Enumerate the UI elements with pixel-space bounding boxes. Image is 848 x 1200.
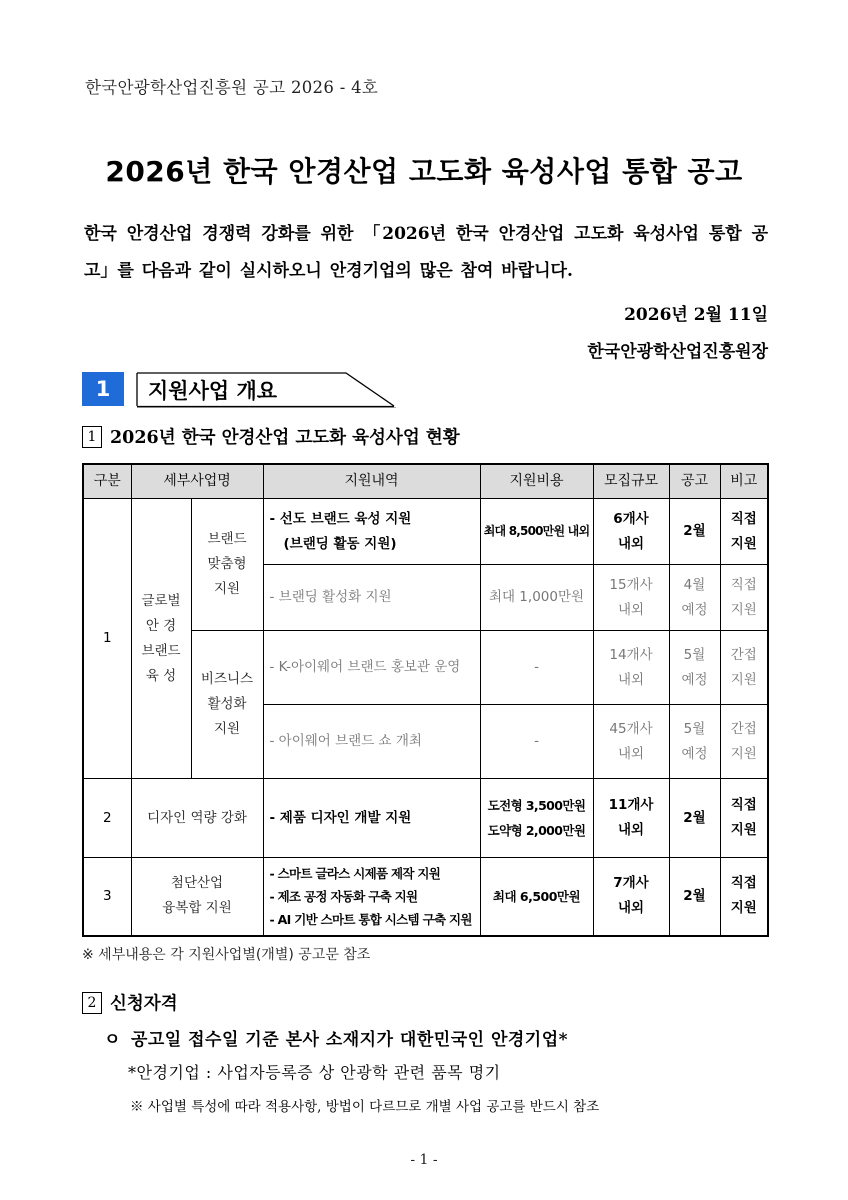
row-number: 3 [83,858,131,936]
support-cost: 도전형 3,500만원 도약형 2,000만원 [480,779,593,858]
eligibility-bullet [104,1025,568,1050]
sub-program-name: 비즈니스 활성화 지원 [191,631,263,779]
remark: 간접 지원 [720,705,768,779]
recruit-scale: 45개사 내외 [593,705,669,779]
header-notice: 공고 [669,464,720,499]
support-cost: - [480,631,593,705]
program-name: 첨단산업 융복합 지원 [131,858,263,936]
row-number: 1 [83,499,131,779]
document-title: 2026년 한국 안경산업 고도화 육성사업 통합 공고 [105,155,743,188]
remark: 간접 지원 [720,631,768,705]
row-number: 2 [83,779,131,858]
section2-title: 신청자격 [110,994,178,1014]
support-content: - 스마트 글라스 시제품 제작 지원 - 제조 공정 자동화 구축 지원 - AI 기반 스마트 통합 시스템 구축 지원 [263,858,480,936]
notice-number: 한국안광학산업진흥원 공고 2026 - 4호 [85,78,379,97]
eligibility-note: ※ 사업별 특성에 따라 적용사항, 방법이 다르므로 개별 사업 공고를 반드시 참조 [130,1099,600,1115]
table-header-row [83,464,768,499]
table-row [83,779,768,858]
table-footnote: ※ 세부내용은 각 지원사업별(개별) 공고문 참조 [82,947,371,963]
notice-month: 2월 [669,779,720,858]
remark: 직접 지원 [720,499,768,565]
subsection-title: 2026년 한국 안경산업 고도화 육성사업 현황 [110,428,460,448]
bullet-mark: ㅇ [104,1030,121,1050]
support-content: - K-아이웨어 브랜드 홍보관 운영 [263,631,480,705]
section2-number: 2 [82,992,102,1014]
program-name: 디자인 역량 강화 [131,779,263,858]
recruit-scale: 6개사 내외 [593,499,669,565]
recruit-scale: 7개사 내외 [593,858,669,936]
table-row [83,858,768,936]
support-cost: 최대 8,500만원 내외 [480,499,593,565]
notice-month: 2월 [669,858,720,936]
recruit-scale: 11개사 내외 [593,779,669,858]
eligibility-text: 공고일 접수일 기준 본사 소재지가 대한민국인 안경기업* [130,1030,569,1050]
remark: 직접 지원 [720,858,768,936]
header-program: 세부사업명 [131,464,263,499]
subsection-heading [82,424,460,450]
page-number: - 1 - [410,1152,438,1168]
recruit-scale: 14개사 내외 [593,631,669,705]
subsection-number: 1 [82,426,102,448]
intro-paragraph: 한국 안경산업 경쟁력 강화를 위한 「2026년 한국 안경산업 고도화 육성사업 통합 공고」를 다음과 같이 실시하오니 안경기업의 많은 참여 바랍니다. [84,224,768,281]
program-table [82,463,769,937]
header-content: 지원내역 [263,464,480,499]
remark: 직접 지원 [720,565,768,631]
header-cost: 지원비용 [480,464,593,499]
header-scale: 모집규모 [593,464,669,499]
header-category: 구분 [83,464,131,499]
notice-month: 4월 예정 [669,565,720,631]
table-row [83,499,768,565]
issuer: 한국안광학산업진흥원장 [587,342,768,362]
support-cost: 최대 1,000만원 [480,565,593,631]
support-content: - 선도 브랜드 육성 지원 (브랜딩 활동 지원) [263,499,480,565]
notice-month: 5월 예정 [669,631,720,705]
support-content: - 제품 디자인 개발 지원 [263,779,480,858]
announcement-date: 2026년 2월 11일 [624,305,768,325]
section-number-badge: 1 [82,372,124,406]
program-name: 글로벌 안 경 브랜드 육 성 [131,499,191,779]
sub-program-name: 브랜드 맞춤형 지원 [191,499,263,631]
header-note: 비고 [720,464,768,499]
support-content: - 아이웨어 브랜드 쇼 개최 [263,705,480,779]
recruit-scale: 15개사 내외 [593,565,669,631]
support-cost: 최대 6,500만원 [480,858,593,936]
notice-month: 5월 예정 [669,705,720,779]
support-content: - 브랜딩 활성화 지원 [263,565,480,631]
section-title-box [136,372,396,408]
notice-month: 2월 [669,499,720,565]
section2-heading [82,990,178,1016]
support-cost: - [480,705,593,779]
remark: 직접 지원 [720,779,768,858]
section-title: 지원사업 개요 [148,379,278,403]
eyewear-company-definition: *안경기업 : 사업자등록증 상 안광학 관련 품목 명기 [128,1063,501,1082]
